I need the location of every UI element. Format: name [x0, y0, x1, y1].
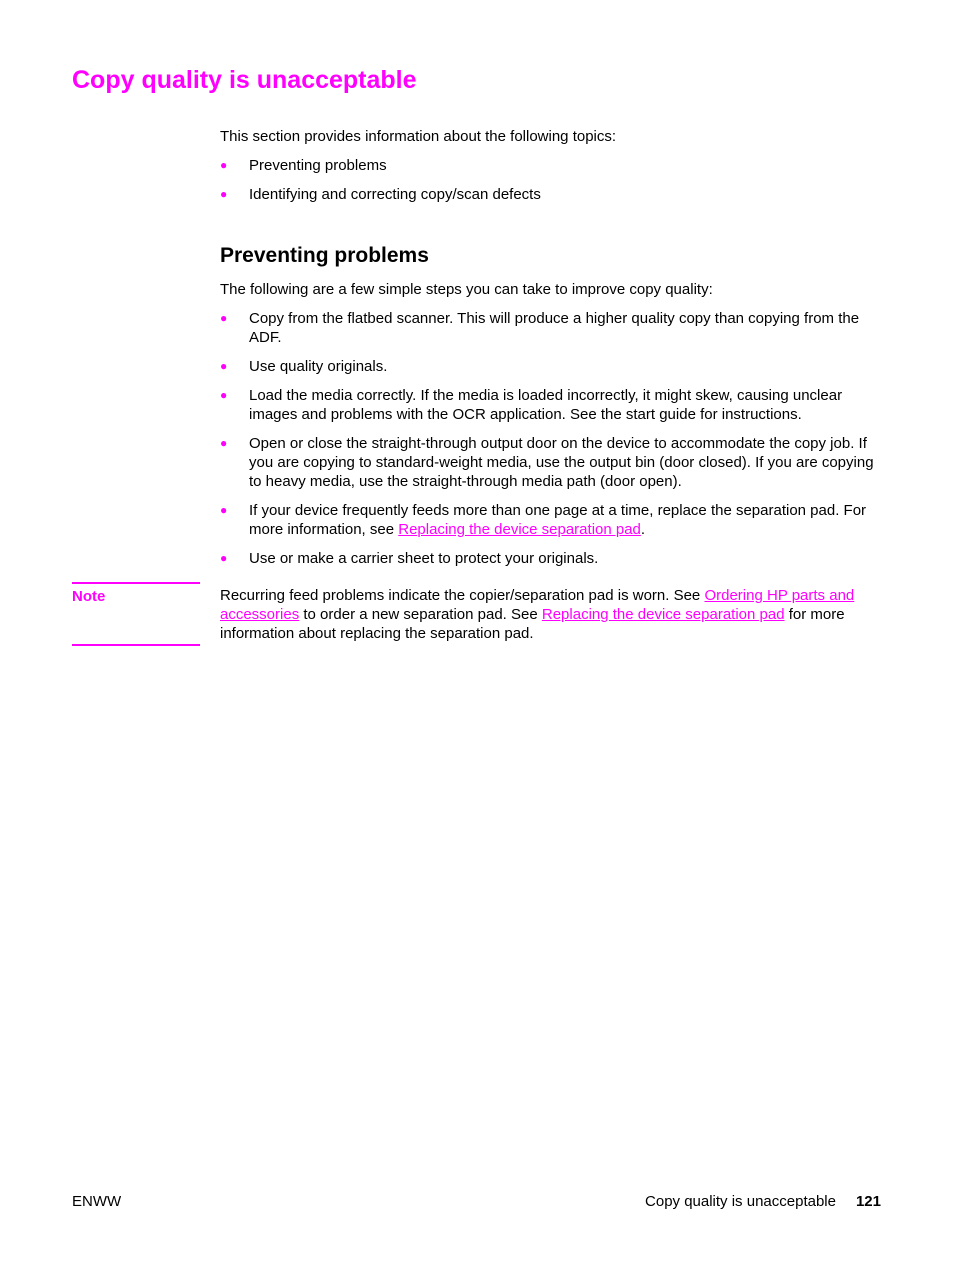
list-item — [220, 156, 884, 175]
section-intro: The following are a few simple steps you can take to improve copy quality: — [220, 281, 713, 298]
step-text: Load the media correctly. If the media is loaded incorrectly, it might skew, causing unclear images and problems with the OCR application. See the start guide for instructions. — [249, 387, 843, 423]
note-label: Note — [72, 588, 106, 605]
list-item — [220, 185, 884, 204]
bullet-icon: ● — [220, 503, 228, 517]
note-text-part: to order a new separation pad. See — [299, 606, 542, 623]
step-text: Use quality originals. — [249, 358, 388, 375]
topic-label: Preventing problems — [249, 157, 387, 174]
separation-pad-link[interactable]: Replacing the device separation pad — [398, 521, 641, 538]
section-heading: Preventing problems — [220, 244, 429, 267]
footer-section-title: Copy quality is unacceptable — [645, 1193, 836, 1210]
list-item — [220, 357, 884, 376]
steps-list — [220, 309, 884, 578]
bullet-icon: ● — [220, 187, 228, 201]
separation-pad-link[interactable]: Replacing the device separation pad — [541, 606, 785, 623]
list-item — [220, 386, 884, 424]
step-text: Use or make a carrier sheet to protect your originals. — [249, 550, 599, 567]
bullet-icon: ● — [220, 436, 228, 450]
step-text: Open or close the straight-through output door on the device to accommodate the copy job. If you are copying to standard-weight media, use the output bin (door closed). If you are copying to heavy media, use the straight-through media path (door open). — [249, 435, 874, 490]
bullet-icon: ● — [220, 359, 228, 373]
page-number: 121 — [855, 1193, 881, 1210]
list-item — [220, 549, 884, 568]
note-text-part: for more information about replacing the separation pad. — [220, 606, 845, 642]
ordering-parts-link[interactable]: Ordering HP parts and accessories — [220, 587, 855, 623]
step-text: Copy from the flatbed scanner. This will produce a higher quality copy than copying from the ADF. — [249, 310, 860, 346]
note-text — [220, 586, 884, 643]
footer-left: ENWW — [72, 1193, 122, 1210]
bullet-icon: ● — [220, 388, 228, 402]
footer-right — [645, 1192, 881, 1211]
bullet-icon: ● — [220, 551, 228, 565]
page-title: Copy quality is unacceptable — [72, 66, 417, 94]
note-text-part: Recurring feed problems indicate the copier/separation pad is worn. See — [220, 587, 705, 604]
step-text: If your device frequently feeds more than one page at a time, replace the separation pad. For more information, see — [249, 502, 867, 538]
topic-label: Identifying and correcting copy/scan defects — [249, 186, 541, 203]
bullet-icon: ● — [220, 158, 228, 172]
note-top-divider — [72, 582, 200, 584]
note-bottom-divider — [72, 644, 200, 646]
list-item — [220, 309, 884, 347]
step-text-end: . — [640, 521, 646, 538]
intro-text: This section provides information about the following topics: — [220, 128, 617, 145]
list-item — [220, 501, 884, 539]
bullet-icon: ● — [220, 311, 228, 325]
list-item — [220, 434, 884, 491]
topics-list — [220, 156, 884, 214]
